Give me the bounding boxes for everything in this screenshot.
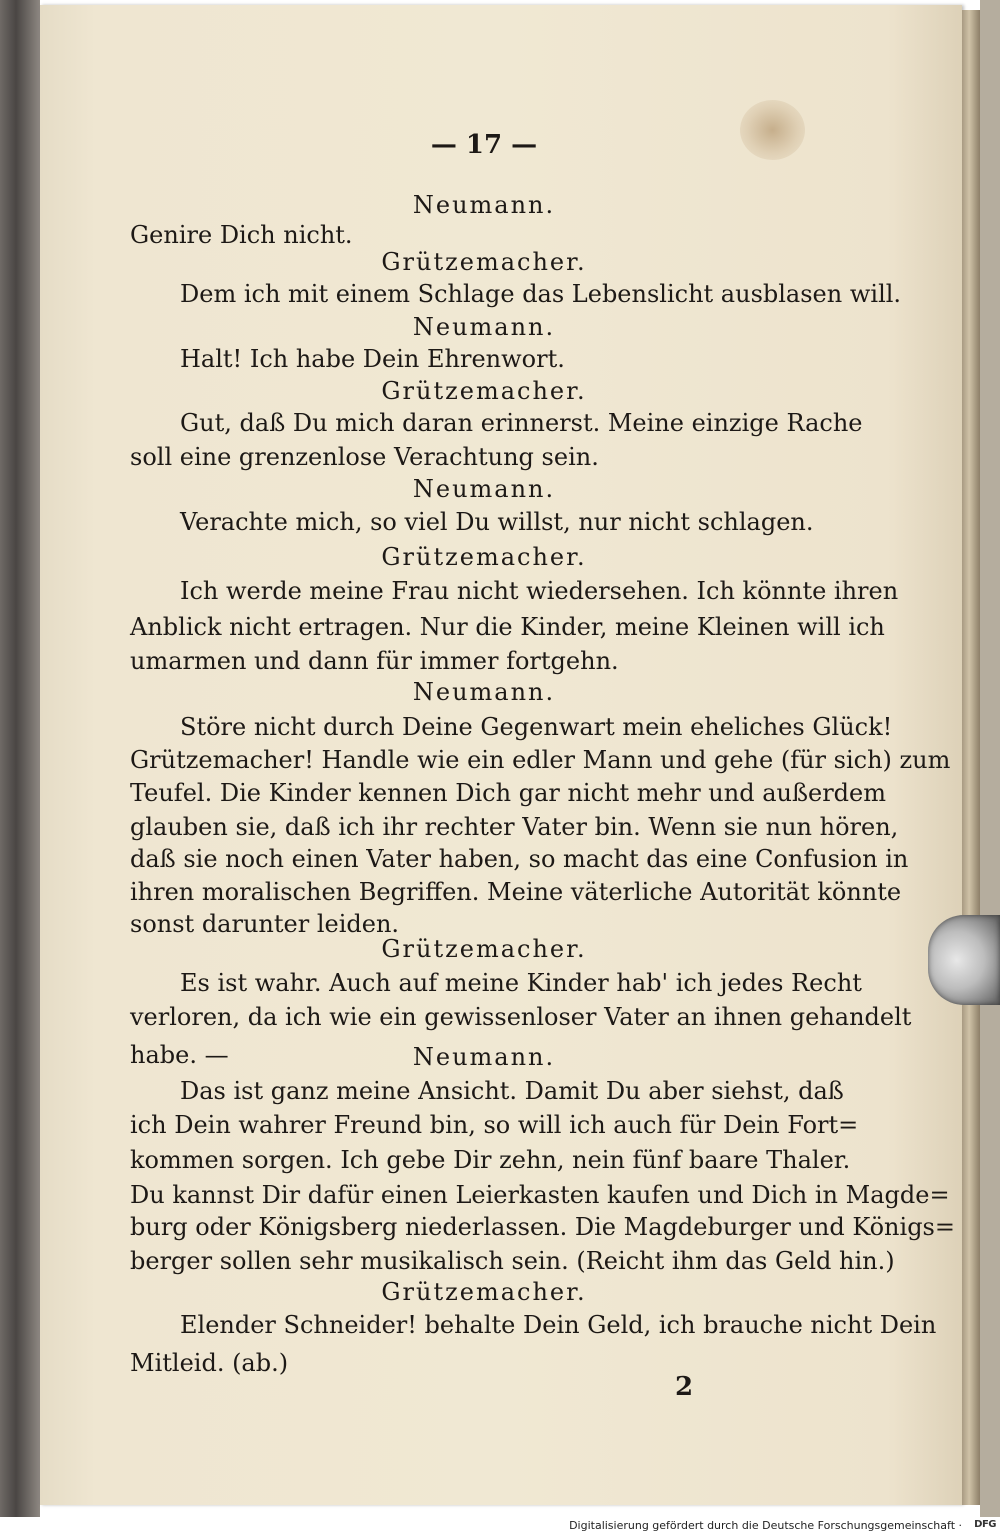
text-line: Dem ich mit einem Schlage das Lebenslicht ausblasen will. — [180, 280, 902, 308]
text-line: Gut, daß Du mich daran erinnerst. Meine einzige Rache — [180, 409, 863, 437]
speaker-label: Neumann. — [412, 678, 556, 706]
speaker-label: Grützemacher. — [381, 248, 587, 276]
page-stack-edge — [962, 10, 980, 1505]
footer-credit: Digitalisierung gefördert durch die Deutsche Forschungsgemeinschaft · — [569, 1519, 962, 1532]
text-line: Mitleid. (ab.) — [130, 1349, 289, 1377]
speaker-label: Neumann. — [412, 191, 556, 219]
text-line: ich Dein wahrer Freund bin, so will ich auch für Dein Fort= — [130, 1111, 859, 1139]
text-line: Teufel. Die Kinder kennen Dich gar nicht mehr und außerdem — [130, 779, 886, 807]
text-line: kommen sorgen. Ich gebe Dir zehn, nein fünf baare Thaler. — [130, 1146, 851, 1174]
text-line: Das ist ganz meine Ansicht. Damit Du aber siehst, daß — [180, 1077, 844, 1105]
text-line: verloren, da ich wie ein gewissenloser Vater an ihnen gehandelt — [130, 1003, 912, 1031]
speaker-label: Neumann. — [412, 475, 556, 503]
speaker-label: Neumann. — [412, 1043, 556, 1071]
text-line: umarmen und dann für immer fortgehn. — [130, 647, 619, 675]
text-line: Du kannst Dir dafür einen Leierkasten kaufen und Dich in Magde= — [130, 1181, 950, 1209]
book-binding-shadow — [0, 0, 40, 1539]
text-line: glauben sie, daß ich ihr rechter Vater bin. Wenn sie nun hören, — [130, 813, 899, 841]
text-line: Verachte mich, so viel Du willst, nur nicht schlagen. — [180, 508, 814, 536]
text-line: soll eine grenzenlose Verachtung sein. — [130, 443, 599, 471]
text-line: Störe nicht durch Deine Gegenwart mein eheliches Glück! — [180, 713, 893, 741]
text-line: daß sie noch einen Vater haben, so macht das eine Confusion in — [130, 845, 909, 873]
speaker-label: Neumann. — [412, 313, 556, 341]
signature-mark: 2 — [675, 1372, 694, 1402]
text-line: Anblick nicht ertragen. Nur die Kinder, meine Kleinen will ich — [130, 613, 885, 641]
text-line: habe. — — [130, 1041, 229, 1069]
scan-background — [980, 0, 1000, 1539]
text-line: Grützemacher! Handle wie ein edler Mann und gehe (für sich) zum — [130, 746, 951, 774]
speaker-label: Grützemacher. — [381, 543, 587, 571]
page-number: — 17 — — [430, 130, 538, 160]
text-line: ihren moralischen Begriffen. Meine väterliche Autorität könnte — [130, 878, 902, 906]
speaker-label: Grützemacher. — [381, 935, 587, 963]
speaker-label: Grützemacher. — [381, 377, 587, 405]
text-line: Es ist wahr. Auch auf meine Kinder hab' ich jedes Recht — [180, 969, 862, 997]
text-line: Ich werde meine Frau nicht wiedersehen. Ich könnte ihren — [180, 577, 899, 605]
text-line: Halt! Ich habe Dein Ehrenwort. — [180, 345, 565, 373]
text-line: burg oder Königsberg niederlassen. Die Magdeburger und Königs= — [130, 1213, 955, 1241]
text-line: berger sollen sehr musikalisch sein. (Reicht ihm das Geld hin.) — [130, 1247, 895, 1275]
dfg-logo: DFG — [974, 1519, 996, 1530]
text-line: sonst darunter leiden. — [130, 910, 400, 938]
text-line: Elender Schneider! behalte Dein Geld, ich brauche nicht Dein — [180, 1311, 937, 1339]
footer-bar — [0, 1517, 1000, 1539]
metal-page-clip — [928, 915, 1000, 1005]
text-line: Genire Dich nicht. — [130, 221, 353, 249]
speaker-label: Grützemacher. — [381, 1278, 587, 1306]
